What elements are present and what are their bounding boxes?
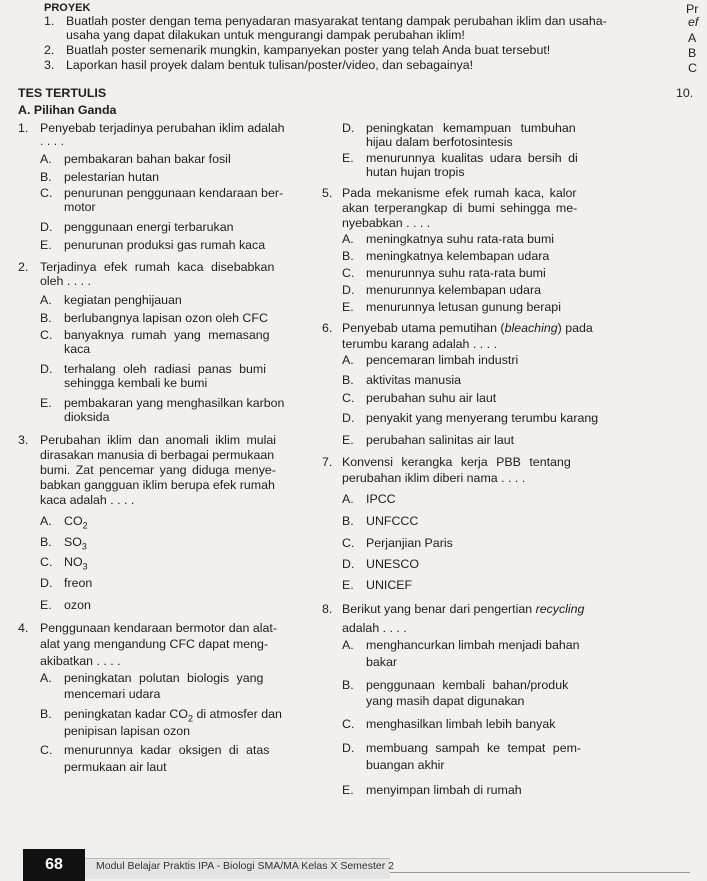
q2-option-b-letter[interactable]: B.: [40, 311, 52, 325]
q1-option-d-letter[interactable]: D.: [342, 121, 355, 135]
q2-option-e-text[interactable]: pembakaran yang menghasilkan karbon: [64, 396, 285, 410]
q1-text: Penyebab terjadinya perubahan iklim adalah: [40, 121, 285, 135]
q2-option-c-text[interactable]: banyaknya rumah yang memasang: [64, 328, 270, 342]
q6-option-e-letter[interactable]: E.: [342, 433, 354, 447]
q7-option-a-letter[interactable]: A.: [342, 492, 354, 506]
q3-option-e-text[interactable]: ozon: [64, 598, 91, 612]
q3-line-4: babkan gangguan iklim berupa efek rumah: [40, 478, 275, 492]
q4-option-a-text[interactable]: peningkatan polutan biologis yang: [64, 671, 264, 685]
q6-option-b-text[interactable]: aktivitas manusia: [366, 373, 462, 387]
q1-option-c-text[interactable]: penurunan penggunaan kendaraan ber-: [64, 186, 284, 200]
q3-option-c-subscript: 3: [82, 561, 88, 572]
q4-option-c-letter[interactable]: C.: [40, 743, 53, 757]
q3-option-c-text[interactable]: [64, 555, 88, 574]
q4-line-2: alat yang mengandung CFC dapat meng-: [40, 637, 268, 651]
q5-option-d-letter[interactable]: D.: [342, 283, 355, 297]
q1-option-a-text[interactable]: pembakaran bahan bakar fosil: [64, 152, 231, 166]
q5-option-c-letter[interactable]: C.: [342, 266, 355, 280]
q6-line-1: [342, 321, 593, 336]
right-edge-fragment-4: B: [688, 46, 697, 60]
q7-option-d-text[interactable]: UNESCO: [366, 557, 420, 571]
q5-line-3: nyebabkan . . . .: [342, 216, 431, 230]
q8-option-d-text[interactable]: membuang sampah ke tempat pem-: [366, 741, 582, 755]
q8-option-b-text[interactable]: penggunaan kembali bahan/produk: [366, 678, 569, 692]
q4-option-b-text-after: di atmosfer dan: [193, 707, 282, 721]
q7-option-e-text[interactable]: UNICEF: [366, 578, 413, 592]
q3-option-b-text[interactable]: [64, 535, 87, 554]
q1-text-cont: . . . .: [40, 134, 65, 148]
q4-option-a-letter[interactable]: A.: [40, 671, 52, 685]
q1-option-e-text[interactable]: menurunnya kualitas udara bersih di: [366, 151, 578, 165]
project-item-1-line-2: usaha yang dapat dilakukan untuk mengurangi dampak perubahan iklim!: [66, 28, 465, 42]
q8-option-b-text-cont[interactable]: yang masih dapat digunakan: [366, 694, 525, 708]
q4-option-b-letter[interactable]: B.: [40, 707, 52, 721]
q3-option-b-letter[interactable]: B.: [40, 535, 52, 549]
q3-option-b-subscript: 3: [81, 541, 87, 552]
q7-line-1: Konvensi kerangka kerja PBB tentang: [342, 455, 571, 469]
q2-number: 2.: [18, 260, 29, 274]
q1-option-c-letter[interactable]: C.: [40, 186, 53, 200]
q6-option-d-text[interactable]: penyakit yang menyerang terumbu karang: [366, 411, 599, 425]
page-number: 68: [23, 849, 85, 881]
q1-option-e-text-cont[interactable]: hutan hujan tropis: [366, 165, 465, 179]
project-item-1-line-1: Buatlah poster dengan tema penyadaran masyarakat tentang dampak perubahan iklim dan usaha-: [66, 14, 607, 28]
right-edge-fragment-1: Pr: [686, 2, 699, 16]
q3-option-a-text[interactable]: [64, 514, 88, 533]
q4-option-b-text-cont[interactable]: penipisan lapisan ozon: [64, 724, 191, 738]
right-edge-fragment-3: A: [688, 31, 697, 45]
q8-option-c-letter[interactable]: C.: [342, 717, 355, 731]
right-edge-fragment-2: ef: [688, 15, 699, 29]
q6-line-1-pre: Penyebab utama pemutihan (: [342, 321, 505, 335]
question-10-fragment: 10.: [676, 86, 694, 100]
q8-option-e-letter[interactable]: E.: [342, 783, 354, 797]
q8-option-a-text-cont[interactable]: bakar: [366, 655, 397, 669]
q8-line-2: adalah . . . .: [342, 621, 407, 635]
q6-option-d-letter[interactable]: D.: [342, 411, 355, 425]
q5-option-e-letter[interactable]: E.: [342, 300, 354, 314]
q4-option-b-subscript: 2: [188, 713, 194, 724]
q5-option-d-text[interactable]: menurunnya kelembapan udara: [366, 283, 541, 297]
q5-option-e-text[interactable]: menurunnya letusan gunung berapi: [366, 300, 561, 314]
q1-option-d-text[interactable]: peningkatan kemampuan tumbuhan: [366, 121, 576, 135]
q8-option-a-text[interactable]: menghancurkan limbah menjadi bahan: [366, 638, 580, 652]
q5-option-b-letter[interactable]: B.: [342, 249, 354, 263]
q5-line-1: Pada mekanisme efek rumah kaca, kalor: [342, 186, 577, 200]
q3-line-2: dirasakan manusia di berbagai permukaan: [40, 448, 275, 462]
q8-option-c-text[interactable]: menghasilkan limbah lebih banyak: [366, 717, 556, 731]
q6-line-1-post: ) pada: [557, 321, 593, 335]
q5-option-c-text[interactable]: menurunnya suhu rata-rata bumi: [366, 266, 546, 280]
q2-option-c-text-cont[interactable]: kaca: [64, 342, 91, 356]
q5-option-b-text[interactable]: meningkatnya kelembapan udara: [366, 249, 550, 263]
q1-option-d-text-cont[interactable]: hijau dalam berfotosintesis: [366, 135, 513, 149]
q6-number: 6.: [322, 321, 333, 335]
q4-option-a-text-cont[interactable]: mencemari udara: [64, 687, 161, 701]
project-item-1-number: 1.: [44, 14, 55, 28]
q7-line-2: perubahan iklim diberi nama . . . .: [342, 471, 526, 485]
test-title: TES TERTULIS: [18, 86, 107, 100]
q1-option-e-letter[interactable]: E.: [342, 151, 354, 165]
q1-option-c-text-cont[interactable]: motor: [64, 200, 96, 214]
q1-option-e-letter[interactable]: E.: [40, 238, 52, 252]
q8-option-d-text-cont[interactable]: buangan akhir: [366, 758, 445, 772]
q4-line-3: akibatkan . . . .: [40, 654, 121, 668]
q1-option-d-letter[interactable]: D.: [40, 220, 53, 234]
q3-line-1: Perubahan iklim dan anomali iklim mulai: [40, 433, 277, 447]
q6-option-a-letter[interactable]: A.: [342, 353, 354, 367]
q2-text: Terjadinya efek rumah kaca disebabkan: [40, 260, 275, 274]
q2-option-e-text-cont[interactable]: dioksida: [64, 410, 110, 424]
q8-number: 8.: [322, 602, 333, 616]
right-edge-fragment-5: C: [688, 61, 697, 75]
q6-line-1-italic: bleaching: [504, 321, 558, 335]
q8-line-1-pre: Berikut yang benar dari pengertian: [342, 602, 536, 616]
q3-number: 3.: [18, 433, 29, 447]
q1-option-d-text[interactable]: penggunaan energi terbarukan: [64, 220, 234, 234]
q8-option-e-text[interactable]: menyimpan limbah di rumah: [366, 783, 522, 797]
q3-option-c-formula: NO: [64, 555, 83, 569]
q8-option-d-letter[interactable]: D.: [342, 741, 355, 755]
q5-number: 5.: [322, 186, 333, 200]
footer-book-title: Modul Belajar Praktis IPA - Biologi SMA/MA Kelas X Semester 2: [96, 860, 395, 872]
q3-option-d-text[interactable]: freon: [64, 576, 93, 590]
q1-option-b-letter[interactable]: B.: [40, 170, 52, 184]
project-item-3-line-1: Laporkan hasil proyek dalam bentuk tulisan/poster/video, dan sebagainya!: [66, 58, 474, 72]
section-a-heading: A. Pilihan Ganda: [18, 103, 117, 117]
q3-option-d-letter[interactable]: D.: [40, 576, 53, 590]
q7-option-c-text[interactable]: Perjanjian Paris: [366, 536, 453, 550]
q7-option-c-letter[interactable]: C.: [342, 536, 355, 550]
q6-option-e-text[interactable]: perubahan salinitas air laut: [366, 433, 515, 447]
q2-option-d-text-cont[interactable]: sehingga kembali ke bumi: [64, 376, 208, 390]
q7-option-b-letter[interactable]: B.: [342, 514, 354, 528]
q3-option-a-subscript: 2: [82, 520, 88, 531]
q1-number: 1.: [18, 121, 29, 135]
q8-line-1-italic: recycling: [535, 602, 585, 616]
q6-option-c-text[interactable]: perubahan suhu air laut: [366, 391, 497, 405]
q8-line-1: [342, 602, 584, 617]
q2-option-a-text[interactable]: kegiatan penghijauan: [64, 293, 182, 307]
q8-option-a-letter[interactable]: A.: [342, 638, 354, 652]
q7-option-e-letter[interactable]: E.: [342, 578, 354, 592]
q7-number: 7.: [322, 455, 333, 469]
q7-option-b-text[interactable]: UNFCCC: [366, 514, 419, 528]
q3-option-a-letter[interactable]: A.: [40, 514, 52, 528]
q3-option-e-letter[interactable]: E.: [40, 598, 52, 612]
q8-option-b-letter[interactable]: B.: [342, 678, 354, 692]
q4-number: 4.: [18, 621, 29, 635]
footer-divider: [390, 872, 690, 873]
q2-text-cont: oleh . . . .: [40, 274, 91, 288]
project-item-3-number: 3.: [44, 58, 55, 72]
q6-option-a-text[interactable]: pencemaran limbah industri: [366, 353, 519, 367]
q3-option-c-letter[interactable]: C.: [40, 555, 53, 569]
q3-line-5: kaca adalah . . . .: [40, 493, 135, 507]
q1-option-b-text[interactable]: pelestarian hutan: [64, 170, 160, 184]
q4-option-c-text[interactable]: menurunnya kadar oksigen di atas: [64, 743, 270, 757]
project-item-2-line-1: Buatlah poster semenarik mungkin, kampanyekan poster yang telah Anda buat tersebut!: [66, 43, 551, 57]
q6-option-c-letter[interactable]: C.: [342, 391, 355, 405]
q1-option-a-letter[interactable]: A.: [40, 152, 52, 166]
q6-line-2: terumbu karang adalah . . . .: [342, 337, 497, 351]
q7-option-d-letter[interactable]: D.: [342, 557, 355, 571]
project-item-2-number: 2.: [44, 43, 55, 57]
q2-option-b-text[interactable]: berlubangnya lapisan ozon oleh CFC: [64, 311, 268, 325]
q1-option-e-text[interactable]: penurunan produksi gas rumah kaca: [64, 238, 266, 252]
q3-option-b-formula: SO: [64, 535, 82, 549]
q4-line-1: Penggunaan kendaraan bermotor dan alat-: [40, 621, 277, 635]
q2-option-e-letter[interactable]: E.: [40, 396, 52, 410]
section-title-proyek: PROYEK: [44, 2, 91, 14]
q2-option-c-letter[interactable]: C.: [40, 328, 53, 342]
q5-option-a-letter[interactable]: A.: [342, 232, 354, 246]
q3-line-3: bumi. Zat pencemar yang diduga menye-: [40, 463, 276, 477]
q5-line-2: akan terperangkap di bumi sehingga me-: [342, 201, 578, 215]
q5-option-a-text[interactable]: meningkatnya suhu rata-rata bumi: [366, 232, 555, 246]
q3-option-a-formula: CO: [64, 514, 83, 528]
q2-option-d-text[interactable]: terhalang oleh radiasi panas bumi: [64, 362, 266, 376]
q2-option-a-letter[interactable]: A.: [40, 293, 52, 307]
q4-option-b-text-main: peningkatan kadar CO: [64, 707, 188, 721]
q6-option-b-letter[interactable]: B.: [342, 373, 354, 387]
q4-option-c-text-cont[interactable]: permukaan air laut: [64, 760, 167, 774]
q2-option-d-letter[interactable]: D.: [40, 362, 53, 376]
q7-option-a-text[interactable]: IPCC: [366, 492, 396, 506]
